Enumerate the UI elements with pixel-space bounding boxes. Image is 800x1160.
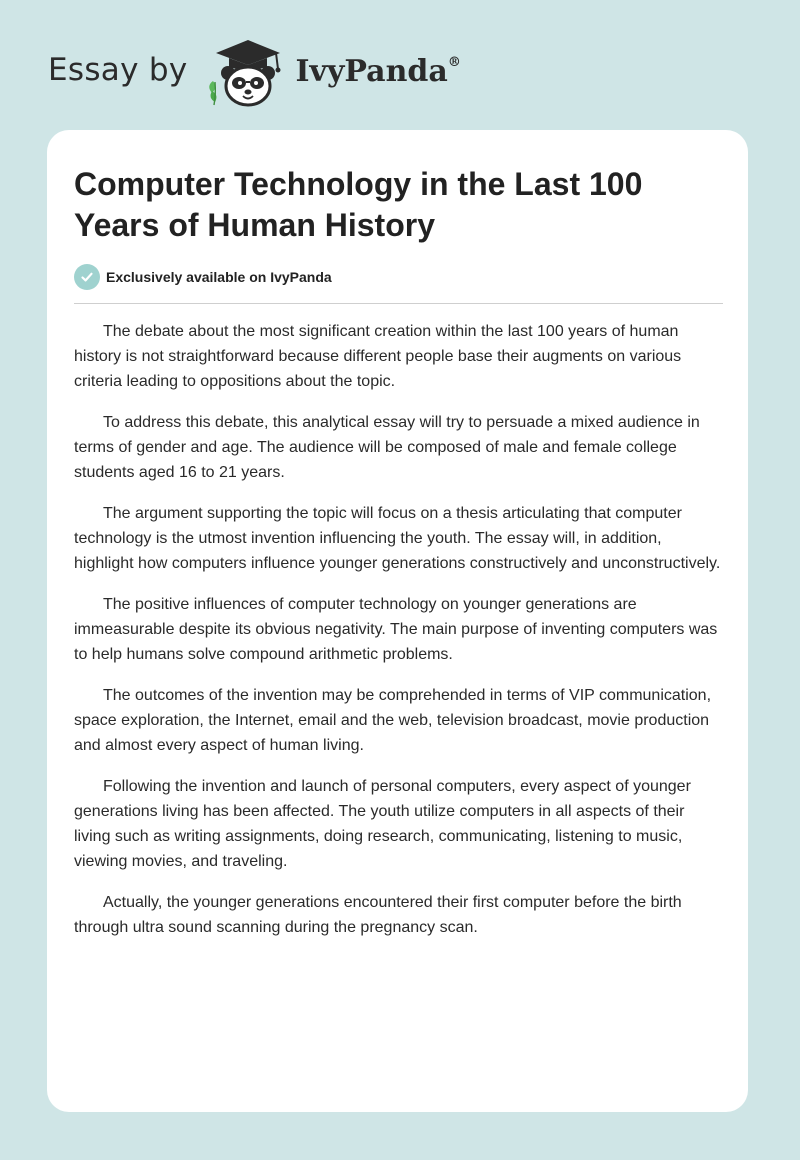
paragraph: The argument supporting the topic will focus on a thesis articulating that computer technology is the utmost invention influencing the youth. The essay will, in addition, highlight how computers influence younger generations constructively and unconstructively. [74,505,721,572]
divider [74,303,723,304]
registered-mark: ® [447,54,461,70]
exclusive-badge [74,264,332,290]
exclusive-label: Exclusively available on IvyPanda [106,269,332,285]
paragraph: The outcomes of the invention may be comprehended in terms of VIP communication, space exploration, the Internet, email and the web, television broadcast, movie production and almost every aspect of human living. [74,687,712,754]
essay-by-label: Essay by [48,52,188,88]
site-header [48,36,461,108]
paragraph: Actually, the younger generations encountered their first computer before the birth through ultra sound scanning during the pregnancy scan. [74,894,682,936]
page-title: Computer Technology in the Last 100 Years of Human History [74,166,643,243]
paragraph: The positive influences of computer technology on younger generations are immeasurable despite its obvious negativity. The main purpose of inventing computers was to help humans solve compound arithmetic problems. [74,596,718,663]
paragraph: To address this debate, this analytical essay will try to persuade a mixed audience in terms of gender and age. The audience will be composed of male and female college students aged 16 to 21 years. [74,414,700,481]
essay-card [47,130,748,1112]
essay-body [74,319,724,956]
paragraph: The debate about the most significant creation within the last 100 years of human history is not straightforward because different people base their augments on various criteria leading to oppositions about the topic. [74,323,682,390]
panda-graduate-icon[interactable] [202,36,294,108]
paragraph: Following the invention and launch of personal computers, every aspect of younger generations living has been affected. The youth utilize computers in all aspects of their living such as writing assignments, doing research, communicating, listening to music, viewing movies, and traveling. [74,778,691,870]
check-circle-icon [74,264,100,290]
brand-name[interactable]: IvyPanda® [295,53,461,89]
